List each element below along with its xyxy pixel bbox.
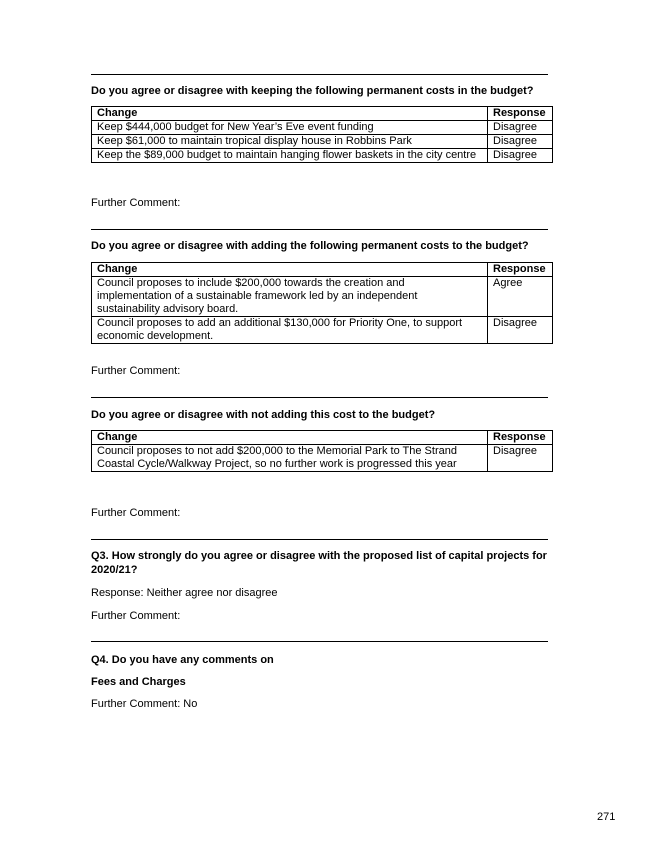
response-cell: Disagree <box>488 121 553 135</box>
change-cell: Council proposes to include $200,000 towards the creation and implementation of a sustainable framework led by an independent sustainability advisory board. <box>92 277 488 317</box>
divider <box>91 397 548 398</box>
response-cell: Disagree <box>488 135 553 149</box>
divider <box>91 229 548 230</box>
response-cell: Agree <box>488 277 553 317</box>
header-change: Change <box>92 263 488 277</box>
response-cell: Disagree <box>488 149 553 163</box>
table-row <box>92 121 553 135</box>
change-cell: Council proposes to not add $200,000 to the Memorial Park to The Strand Coastal Cycle/Walkway Project, so no further work is progressed this year <box>92 445 488 472</box>
further-comment: Further Comment: <box>91 197 181 209</box>
question-q3: Q3. How strongly do you agree or disagree with the proposed list of capital projects for 2020/21? <box>91 550 547 576</box>
further-comment: Further Comment: <box>91 365 181 377</box>
change-cell: Council proposes to add an additional $130,000 for Priority One, to support economic development. <box>92 317 488 344</box>
change-cell: Keep the $89,000 budget to maintain hanging flower baskets in the city centre <box>92 149 488 163</box>
divider <box>91 74 548 75</box>
add-costs-table <box>91 262 553 344</box>
question-add-costs: Do you agree or disagree with adding the following permanent costs to the budget? <box>91 240 529 252</box>
q3-response: Response: Neither agree nor disagree <box>91 587 278 599</box>
fees-and-charges-heading: Fees and Charges <box>91 676 186 688</box>
header-change: Change <box>92 431 488 445</box>
table-row <box>92 277 553 317</box>
keep-costs-table <box>91 106 553 163</box>
table-row <box>92 317 553 344</box>
question-keep-costs: Do you agree or disagree with keeping the following permanent costs in the budget? <box>91 85 534 97</box>
table-header-row <box>92 431 553 445</box>
header-response: Response <box>488 263 553 277</box>
header-change: Change <box>92 107 488 121</box>
table-row <box>92 445 553 472</box>
response-cell: Disagree <box>488 445 553 472</box>
further-comment: Further Comment: <box>91 507 181 519</box>
not-adding-table <box>91 430 553 472</box>
divider <box>91 641 548 642</box>
question-q4: Q4. Do you have any comments on <box>91 654 274 666</box>
divider <box>91 539 548 540</box>
question-not-adding: Do you agree or disagree with not adding this cost to the budget? <box>91 409 436 421</box>
header-response: Response <box>488 431 553 445</box>
change-cell: Keep $61,000 to maintain tropical display house in Robbins Park <box>92 135 488 149</box>
response-cell: Disagree <box>488 317 553 344</box>
header-response: Response <box>488 107 553 121</box>
further-comment: Further Comment: No <box>91 698 198 710</box>
page-number: 271 <box>597 811 616 823</box>
table-row <box>92 149 553 163</box>
change-cell: Keep $444,000 budget for New Year’s Eve event funding <box>92 121 488 135</box>
table-header-row <box>92 107 553 121</box>
table-header-row <box>92 263 553 277</box>
further-comment: Further Comment: <box>91 610 181 622</box>
table-row <box>92 135 553 149</box>
